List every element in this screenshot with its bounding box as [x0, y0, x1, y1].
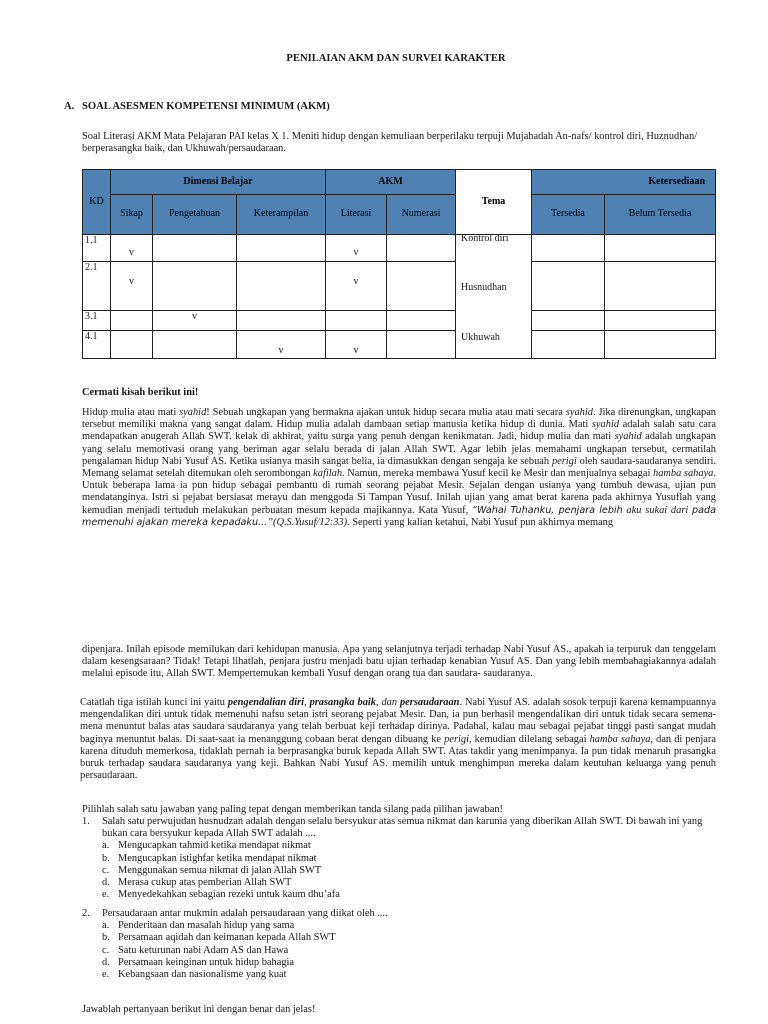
- section-title: SOAL ASESMEN KOMPETENSI MINIMUM (AKM): [82, 101, 330, 112]
- check-mark: v: [129, 247, 134, 258]
- story-paragraph-3: Catatlah tiga istilah kunci ini yaitu pengendalian diri, prasangka baik, dan persaudaraan. Nabi Yusuf AS. adalah sosok terpuji karena kemampuannya mengendalikan diri untuk tidak memenuhi nafsu setan istri seorang pejabat Mesir. Dan, ia pun berhasil mengendalikan diri untuk tidak secara semena-mena menuntut balas atas saudara saudaranya yang telah berbuat keji terhadap dirinya. Padahal, kalau mau sebagai pejabat tinggi pasti sangat mudah baginya menuntut balas. Di saat-saat ia menanggung cobaan berat dengan dibuang ke perigi, kemudian dilelang sebagai hamba sahaya, dan di penjara karena dituduh memerkosa, tidaklah pernah ia berprasangka buruk kepada Allah SWT. Atas takdir yang menimpanya. Ia pun tidak menaruh prasangka buruk terhadap saudara saudaranya yang keji. Bahkan Nabi Yusuf AS. memilih untuk menghimpun mereka dalam keutuhan keluarga yang penuh persaudaraan.: [80, 697, 716, 782]
- check-mark: v: [353, 345, 359, 356]
- answer-option[interactable]: b. Persamaan aqidah dan keimanan kepada Allah SWT: [102, 932, 336, 944]
- table-row: [83, 311, 716, 331]
- header-belum-tersedia: Belum Tersedia: [605, 195, 716, 235]
- question-number: 2.: [82, 908, 90, 919]
- story-heading: Cermati kisah berikut ini!: [82, 387, 199, 398]
- check-mark: v: [353, 276, 359, 287]
- quote-text: “Wahai Tuhanku, penjara lebih: [471, 504, 623, 516]
- document-title: PENILAIAN AKM DAN SURVEI KARAKTER: [286, 53, 506, 64]
- kd-cell: 1.1: [83, 235, 111, 262]
- question-2: [82, 908, 718, 981]
- header-akm: AKM: [326, 170, 456, 195]
- answer-option[interactable]: e. Kebangsaan dan nasionalisme yang kuat: [102, 969, 287, 981]
- header-pengetahuan: Pengetahuan: [153, 195, 237, 235]
- answer-option[interactable]: b. Mengucapkan istighfar ketika mendapat nikmat: [102, 852, 317, 864]
- table-row: [83, 262, 716, 311]
- check-mark: v: [129, 276, 134, 287]
- story-paragraph-2: dipenjara. Inilah episode memilukan dari kehidupan manusia. Apa yang selanjutnya terjadi terhadap Nabi Yusuf AS., apakah ia terpuruk dan tenggelam dalam kesengsaraan? Tidak! Tetapi lihatlah, penjara justru menjadi batu ujian terhadap kenabian Yusuf AS. Dan yang lebih membahagiakannya adalah melalui episode itu, Allah SWT. Mempertemukan kembali Yusuf dengan orang tua dan saudara- saudaranya.: [82, 644, 716, 680]
- question-1: [82, 816, 718, 901]
- check-mark: v: [353, 247, 359, 258]
- header-sikap: Sikap: [111, 195, 153, 235]
- kd-cell: 2.1: [83, 262, 111, 311]
- header-tersedia: Tersedia: [532, 195, 605, 235]
- essay-instruction: Jawablah pertanyaan berikut ini dengan benar dan jelas!: [82, 1004, 316, 1015]
- kd-cell: 3.1: [83, 311, 111, 331]
- header-keterampilan: Keterampilan: [237, 195, 326, 235]
- answer-option[interactable]: d. Persamaan keinginan untuk hidup bahagia: [102, 956, 295, 968]
- answer-option[interactable]: a. Mengucapkan tahmid ketika mendapat nikmat: [102, 840, 311, 852]
- answer-option[interactable]: c. Menggunakan semua nikmat di jalan Allah SWT: [102, 864, 322, 876]
- section-heading: [64, 101, 330, 113]
- intro-paragraph: Soal Literasi AKM Mata Pelajaran PAI kelas X 1. Meniti hidup dengan kemuliaan berperilaku terpuji Mujahadah An-nafs/ kontrol diri, Huznudhan/ berperasangka baik, dan Ukhuwah/persaudaraan.: [82, 131, 698, 155]
- section-letter: A.: [64, 101, 75, 112]
- quote-reference: ”(Q.S.Yusuf/12:33).: [267, 516, 350, 528]
- question-text: Persaudaraan antar mukmin adalah persaudaraan yang diikat oleh ....: [102, 908, 388, 919]
- header-dimensi-belajar: Dimensi Belajar: [111, 170, 326, 195]
- tema-husnudhan: Husnudhan: [461, 282, 507, 293]
- tema-kontrol-diri: Kontrol diri: [461, 233, 509, 244]
- check-mark: v: [192, 311, 197, 322]
- answer-option[interactable]: e. Menyedekahkan sebagian rezeki untuk kaum dhu’afa: [102, 889, 340, 901]
- header-tema: Tema: [456, 170, 532, 235]
- table-row: [83, 235, 716, 262]
- header-ketersediaan: Ketersediaan: [532, 170, 716, 195]
- answer-option[interactable]: c. Satu keturunan nabi Adam AS dan Hawa: [102, 944, 289, 956]
- table-row: [83, 331, 716, 359]
- header-kd: KD: [83, 170, 111, 235]
- question-number: 1.: [82, 816, 90, 827]
- header-numerasi: Numerasi: [387, 195, 456, 235]
- header-literasi: Literasi: [326, 195, 387, 235]
- answer-option[interactable]: d. Merasa cukup atas pemberian Allah SWT: [102, 877, 292, 889]
- tema-ukhuwah: Ukhuwah: [461, 332, 500, 343]
- kd-cell: 4.1: [83, 331, 111, 359]
- answer-option[interactable]: a. Penderitaan dan masalah hidup yang sama: [102, 920, 295, 932]
- check-mark: v: [278, 345, 284, 356]
- tema-cell: [456, 235, 532, 359]
- story-paragraph-1: Hidup mulia atau mati syahid! Sebuah ungkapan yang bermakna ajakan untuk hidup secara mulia atau mati secara syahid. Jika direnungkan, ungkapan tersebut memiliki makna yang sangat dalam. Hidup mulia adalah dambaan setiap manusia ketika hidup di dunia. Mati syahid adalah salah satu cara mendapatkan anugerah Allah SWT. kelak di akhirat, yaitu surga yang penuh dengan kenikmatan. Jadi, hidup mulia dan mati syahid adalah ungkapan yang selalu memotivasi orang yang beriman agar selalu berada di jalan Allah SWT. Agar lebih jelas memahami ungkapan tersebut, cermatilah pengalaman hidup Nabi Yusuf AS. Ketika usianya masih sangat belia, ia dimasukkan dengan sengaja ke sebuah perigi oleh saudara-saudaranya sendiri. Memang selamat setelah ditemukan oleh serombongan kafilah. Namun, mereka membawa Yusuf kecil ke Mesir dan menjualnya sebagai hamba sahaya. Untuk beberapa lama ia pun hidup sebagai pembantu di rumah seorang pejabat Mesir. Sejalan dengan usianya yang tumbuh dewasa, ujian pun mendatanginya. Istri si pejabat bersiasat merayu dan menggoda Si Tampan Yusuf. Inilah ujian yang amat berat karena pada akhirnya Yusuflah yang kemudian menjadi tertuduh melakukan perbuatan mesum kepada majikannya. Kata Yusuf, “Wahai Tuhanku, penjara lebih aku sukai dari pada memenuhi ajakan mereka kepadaku...”(Q.S.Yusuf/12:33). Seperti yang kalian ketahui, Nabi Yusuf pun akhirnya memang: [82, 407, 717, 528]
- multiple-choice-instruction: Pilihlah salah satu jawaban yang paling tepat dengan memberikan tanda silang pada pilihan jawaban!: [82, 804, 503, 815]
- akm-table: [82, 169, 716, 359]
- question-text: Salah satu perwujudan husnudzan adalah dengan selalu bersyukur atas semua nikmat dan karunia yang diberikan Allah SWT. Di bawah ini yang bukan cara bersyukur kepada Allah SWT adalah ....: [102, 816, 703, 840]
